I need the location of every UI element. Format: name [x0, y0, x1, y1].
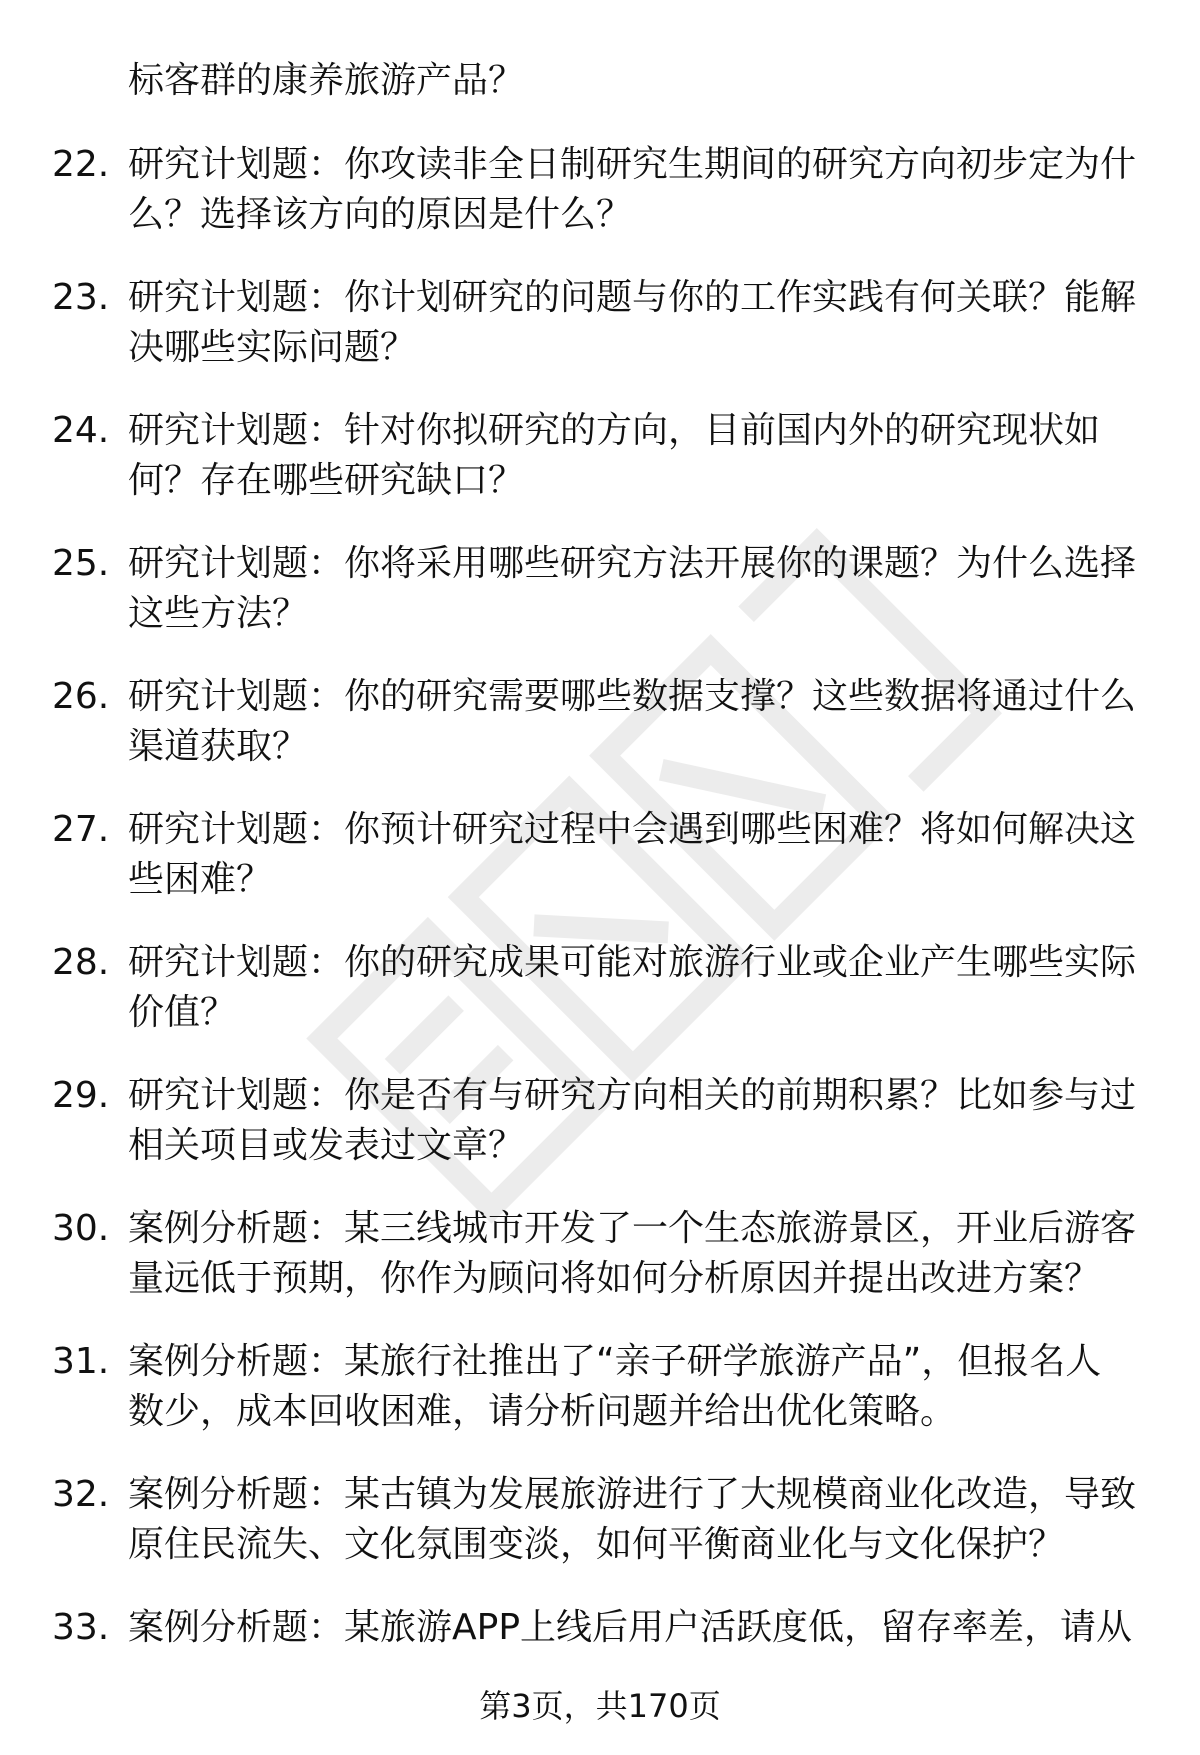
question-text-line: 研究计划题：你计划研究的问题与你的工作实践有何关联？能解 [128, 277, 1137, 318]
question-text [128, 539, 1138, 639]
question-text-line: 渠道获取？ [128, 726, 309, 767]
question-number: 25. [52, 543, 110, 584]
question-number: 28. [52, 942, 110, 983]
question-text-line: 研究计划题：针对你拟研究的方向，目前国内外的研究现状如 [128, 410, 1101, 451]
question-text-line: 研究计划题：你的研究需要哪些数据支撑？这些数据将通过什么 [128, 676, 1137, 717]
question-item [0, 1470, 1200, 1603]
question-text-line: 决哪些实际问题？ [128, 327, 417, 368]
question-item [0, 273, 1200, 406]
question-text-line: 么？选择该方向的原因是什么？ [128, 194, 633, 235]
question-number: 27. [52, 809, 110, 850]
question-number: 24. [52, 410, 110, 451]
question-item [0, 140, 1200, 273]
question-number: 31. [52, 1341, 110, 1382]
question-item [0, 1337, 1200, 1470]
question-list [0, 140, 1200, 1736]
question-text-line: 案例分析题：某三线城市开发了一个生态旅游景区，开业后游客 [128, 1208, 1137, 1249]
question-text-line: 研究计划题：你是否有与研究方向相关的前期积累？比如参与过 [128, 1075, 1137, 1116]
question-text-line: 何？存在哪些研究缺口？ [128, 460, 525, 501]
question-text-line: 研究计划题：你的研究成果可能对旅游行业或企业产生哪些实际 [128, 942, 1137, 983]
question-text-line: 案例分析题：某旅行社推出了“亲子研学旅游产品”，但报名人 [128, 1341, 1102, 1382]
question-number: 29. [52, 1075, 110, 1116]
question-text-line: 数少，成本回收困难，请分析问题并给出优化策略。 [128, 1391, 957, 1432]
question-number: 23. [52, 277, 110, 318]
question-text-line: 价值？ [128, 992, 237, 1033]
question-item [0, 406, 1200, 539]
question-number: 22. [52, 144, 110, 185]
question-text [128, 140, 1138, 240]
question-text [128, 1337, 1138, 1437]
question-text [128, 1603, 1138, 1653]
question-item [0, 805, 1200, 938]
question-text-line: 案例分析题：某古镇为发展旅游进行了大规模商业化改造，导致 [128, 1474, 1137, 1515]
question-text [128, 1470, 1138, 1570]
intro-continuation-line: 标客群的康养旅游产品？ [128, 60, 525, 101]
question-text [128, 672, 1138, 772]
question-text [128, 1204, 1138, 1304]
question-text-line: 研究计划题：你攻读非全日制研究生期间的研究方向初步定为什 [128, 144, 1137, 185]
question-number: 33. [52, 1607, 110, 1648]
question-text [128, 406, 1138, 506]
question-item [0, 938, 1200, 1071]
page-footer: 第3页，共170页 [479, 1687, 721, 1725]
question-text-line: 这些方法？ [128, 593, 309, 634]
question-text-line: 原住民流失、文化氛围变淡，如何平衡商业化与文化保护？ [128, 1524, 1065, 1565]
question-number: 30. [52, 1208, 110, 1249]
question-text [128, 805, 1138, 905]
question-item [0, 539, 1200, 672]
question-text-line: 些困难？ [128, 859, 273, 900]
question-text-line: 研究计划题：你将采用哪些研究方法开展你的课题？为什么选择 [128, 543, 1137, 584]
question-text [128, 938, 1138, 1038]
question-item [0, 1071, 1200, 1204]
question-text-line: 相关项目或发表过文章？ [128, 1125, 525, 1166]
question-text [128, 1071, 1138, 1171]
question-item [0, 672, 1200, 805]
question-text [128, 273, 1138, 373]
question-text-line: 量远低于预期，你作为顾问将如何分析原因并提出改进方案？ [128, 1258, 1101, 1299]
question-number: 26. [52, 676, 110, 717]
question-text-line: 研究计划题：你预计研究过程中会遇到哪些困难？将如何解决这 [128, 809, 1137, 850]
question-number: 32. [52, 1474, 110, 1515]
question-text-line: 案例分析题：某旅游APP上线后用户活跃度低，留存率差，请从 [128, 1607, 1133, 1648]
question-item [0, 1204, 1200, 1337]
